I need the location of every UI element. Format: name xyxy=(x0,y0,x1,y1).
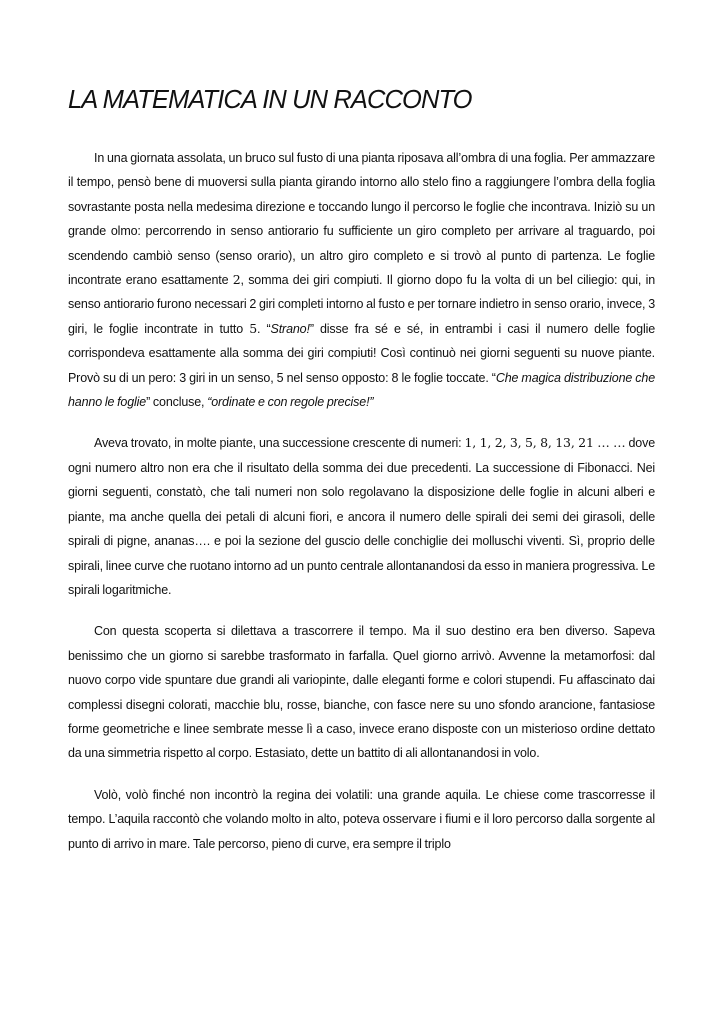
italic-text: Strano! xyxy=(270,321,310,336)
paragraph xyxy=(68,619,655,765)
paragraph-text: dove ogni numero altro non era che il risultato della somma dei due precedenti. La successione di Fibonacci. Nei giorni seguenti, constatò, che tali numeri non solo regolavano la disposizione delle foglie in alcuni alberi e piante, ma anche quella dei petali di alcuni fiori, e ancora il numero delle spirali dei semi dei girasoli, delle spirali di pigne, ananas…. e poi la sezione del guscio delle conchiglie dei molluschi viventi. Sì, proprio delle spirali, linee curve che ruotano intorno ad un punto centrale allontanandosi da esso in maniera progressiva. Le spirali logaritmiche. xyxy=(68,436,655,597)
paragraph-text: , somma dei giri compiuti. Il giorno dopo fu la volta di un bel ciliegio: qui, in senso antiorario furono necessari 2 giri completi intorno al fusto e per tornare indietro in senso orario, invece, 3 giri, le foglie incontrate in tutto xyxy=(68,273,656,336)
math-number: 1, 1, 2, 3, 5, 8, 13, 21 … … xyxy=(464,435,626,451)
paragraph xyxy=(68,431,655,602)
paragraph-text: . “ xyxy=(257,321,271,336)
paragraph-text: Volò, volò finché non incontrò la regina dei volatili: una grande aquila. Le chiese come trascorresse il tempo. L’aquila raccontò che volando molto in alto, poteva osservare i fiumi e il loro percorso dalla sorgente al punto di arrivo in mare. Tale percorso, pieno di curve, era sempre il triplo xyxy=(68,787,655,851)
math-number: 5 xyxy=(249,320,258,336)
paragraph-text: In una giornata assolata, un bruco sul fusto di una pianta riposava all’ombra di una foglia. Per ammazzare il tempo, pensò bene di muoversi sulla pianta girando intorno allo stelo fino a raggiungere l’ombra della foglia sovrastante posta nella medesima direzione e toccando lungo il percorso le foglie che incontrava. Iniziò su un grande olmo: percorrendo in senso antiorario fu sufficiente un giro completo per arrivare al traguardo, poi scendendo cambiò senso (senso orario), un altro giro completo e si trovò al punto di partenza. Le foglie incontrate erano esattamente xyxy=(68,151,655,288)
italic-text: “ordinate e con regole precise!” xyxy=(207,395,374,410)
paragraph-text: Con questa scoperta si dilettava a trascorrere il tempo. Ma il suo destino era ben diverso. Sapeva benissimo che un giorno si sarebbe trasformato in farfalla. Quel giorno arrivò. Avvenne la metamorfosi: dal nuovo corpo vide spuntare due grandi ali variopinte, dalle eleganti forme e colori stupendi. Fu affascinato dai complessi disegni colorati, macchie blu, rosse, bianche, con fasce nere su uno sfondo arancione, fantasiose forme geometriche e linee sembrate messe lì a caso, invece erano disposte con un misterioso ordine dettato da una simmetria rispetto al corpo. Estasiato, dette un battito di ali allontanandosi in volo. xyxy=(68,624,655,761)
document-body xyxy=(68,146,655,856)
document-title: LA MATEMATICA IN UN RACCONTO xyxy=(68,86,472,114)
math-number: 2 xyxy=(232,272,241,288)
paragraph-text: ” concluse, xyxy=(146,395,208,410)
paragraph xyxy=(68,783,655,856)
paragraph xyxy=(68,146,655,414)
paragraph-text: Aveva trovato, in molte piante, una successione crescente di numeri: xyxy=(94,436,465,451)
paragraph-text: ” disse fra sé e sé, in entrambi i casi il numero delle foglie corrispondeva esattamente alla somma dei giri compiuti! Così continuò nei giorni seguenti su nuove piante. Provò su di un pero: 3 giri in un senso, 5 nel senso opposto: 8 le foglie toccate. “ xyxy=(68,321,655,385)
italic-text: Che magica distribuzione che hanno le foglie xyxy=(68,370,656,410)
